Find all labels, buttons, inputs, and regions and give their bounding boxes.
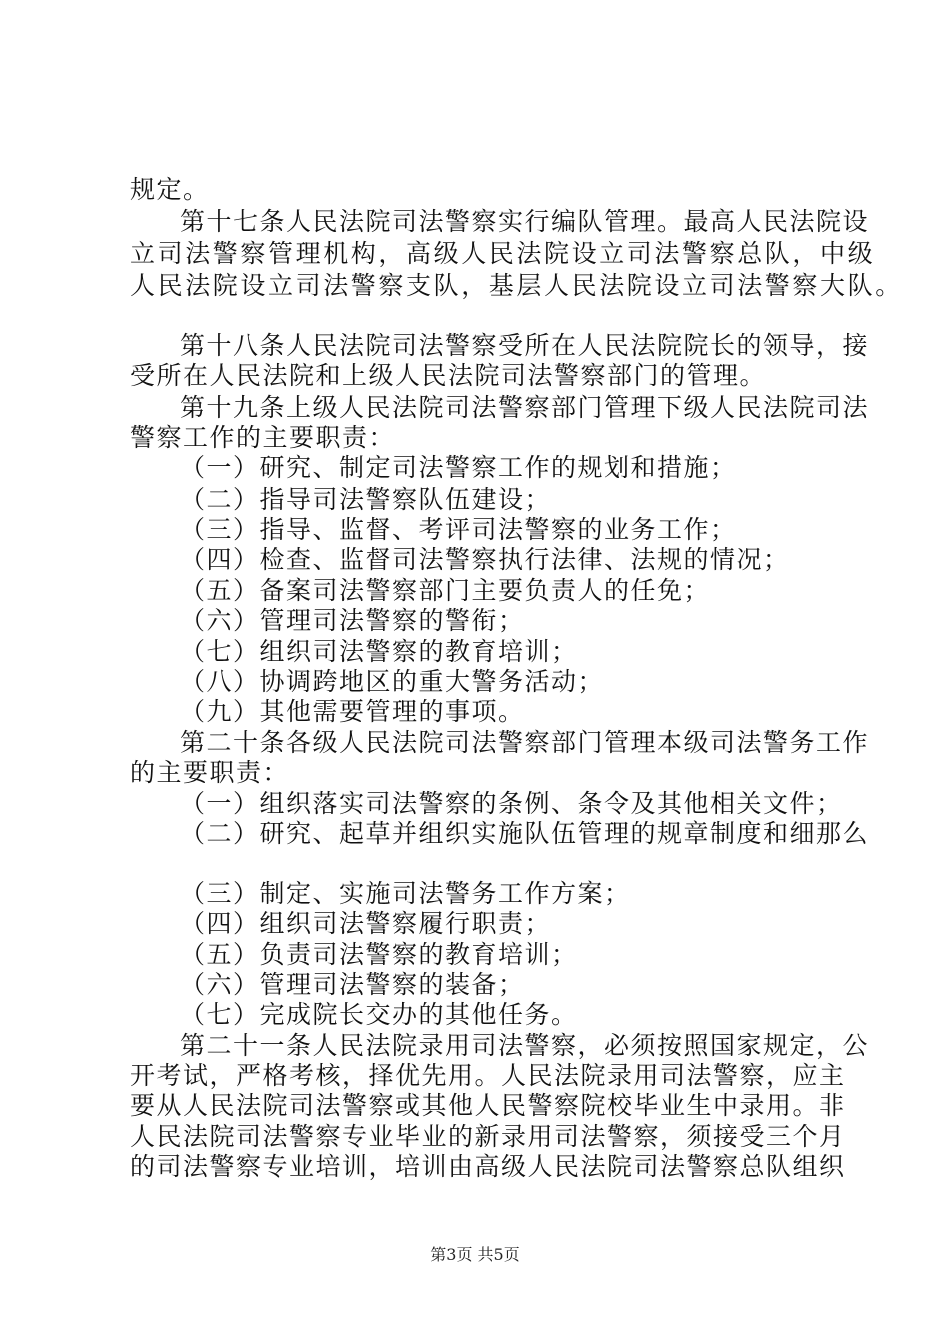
page-number-footer: 第3页 共5页 xyxy=(430,1245,520,1264)
list-item: （九）其他需要管理的事项。 xyxy=(180,697,525,726)
text-line: 要从人民法院司法警察或其他人民警察院校毕业生中录用。非 xyxy=(130,1091,846,1120)
list-item: （一）研究、制定司法警察工作的规划和措施； xyxy=(180,453,737,482)
text-line: 第二十条各级人民法院司法警察部门管理本级司法警务工作 xyxy=(180,728,870,757)
list-item: （四）组织司法警察履行职责； xyxy=(180,909,552,938)
text-line: 第二十一条人民法院录用司法警察，必须按照国家规定，公 xyxy=(180,1031,870,1060)
list-item: （二）研究、起草并组织实施队伍管理的规章制度和细那么 xyxy=(180,819,870,848)
text-line: 开考试，严格考核，择优先用。人民法院录用司法警察，应主 xyxy=(130,1061,846,1090)
text-line: 第十八条人民法院司法警察受所在人民法院院长的领导，接 xyxy=(180,331,870,360)
list-item: （六）管理司法警察的警衔； xyxy=(180,606,525,635)
list-item: （二）指导司法警察队伍建设； xyxy=(180,485,552,514)
list-item: （一）组织落实司法警察的条例、条令及其他相关文件； xyxy=(180,789,843,818)
text-line: 的主要职责： xyxy=(130,758,290,787)
list-item: （三）制定、实施司法警务工作方案； xyxy=(180,879,631,908)
text-line: 第十七条人民法院司法警察实行编队管理。最高人民法院设 xyxy=(180,207,870,236)
text-line: 受所在人民法院和上级人民法院司法警察部门的管理。 xyxy=(130,361,767,390)
list-item: （五）备案司法警察部门主要负责人的任免； xyxy=(180,576,711,605)
list-item: （七）完成院长交办的其他任务。 xyxy=(180,1000,578,1029)
text-line: 的司法警察专业培训，培训由高级人民法院司法警察总队组织 xyxy=(130,1152,846,1181)
list-item: （八）协调跨地区的重大警务活动； xyxy=(180,667,605,696)
list-item: （四）检查、监督司法警察执行法律、法规的情况； xyxy=(180,545,790,574)
text-line: 规定。 xyxy=(130,175,210,204)
text-line: 第十九条上级人民法院司法警察部门管理下级人民法院司法 xyxy=(180,393,870,422)
text-line: 立司法警察管理机构，高级人民法院设立司法警察总队，中级 xyxy=(130,239,876,268)
list-item: （六）管理司法警察的装备； xyxy=(180,970,525,999)
list-item: （三）指导、监督、考评司法警察的业务工作； xyxy=(180,515,737,544)
text-line: 人民法院司法警察专业毕业的新录用司法警察，须接受三个月 xyxy=(130,1122,846,1151)
list-item: （五）负责司法警察的教育培训； xyxy=(180,940,578,969)
text-line: 警察工作的主要职责： xyxy=(130,423,396,452)
list-item: （七）组织司法警察的教育培训； xyxy=(180,637,578,666)
text-line: 人民法院设立司法警察支队，基层人民法院设立司法警察大队。 xyxy=(130,271,903,300)
